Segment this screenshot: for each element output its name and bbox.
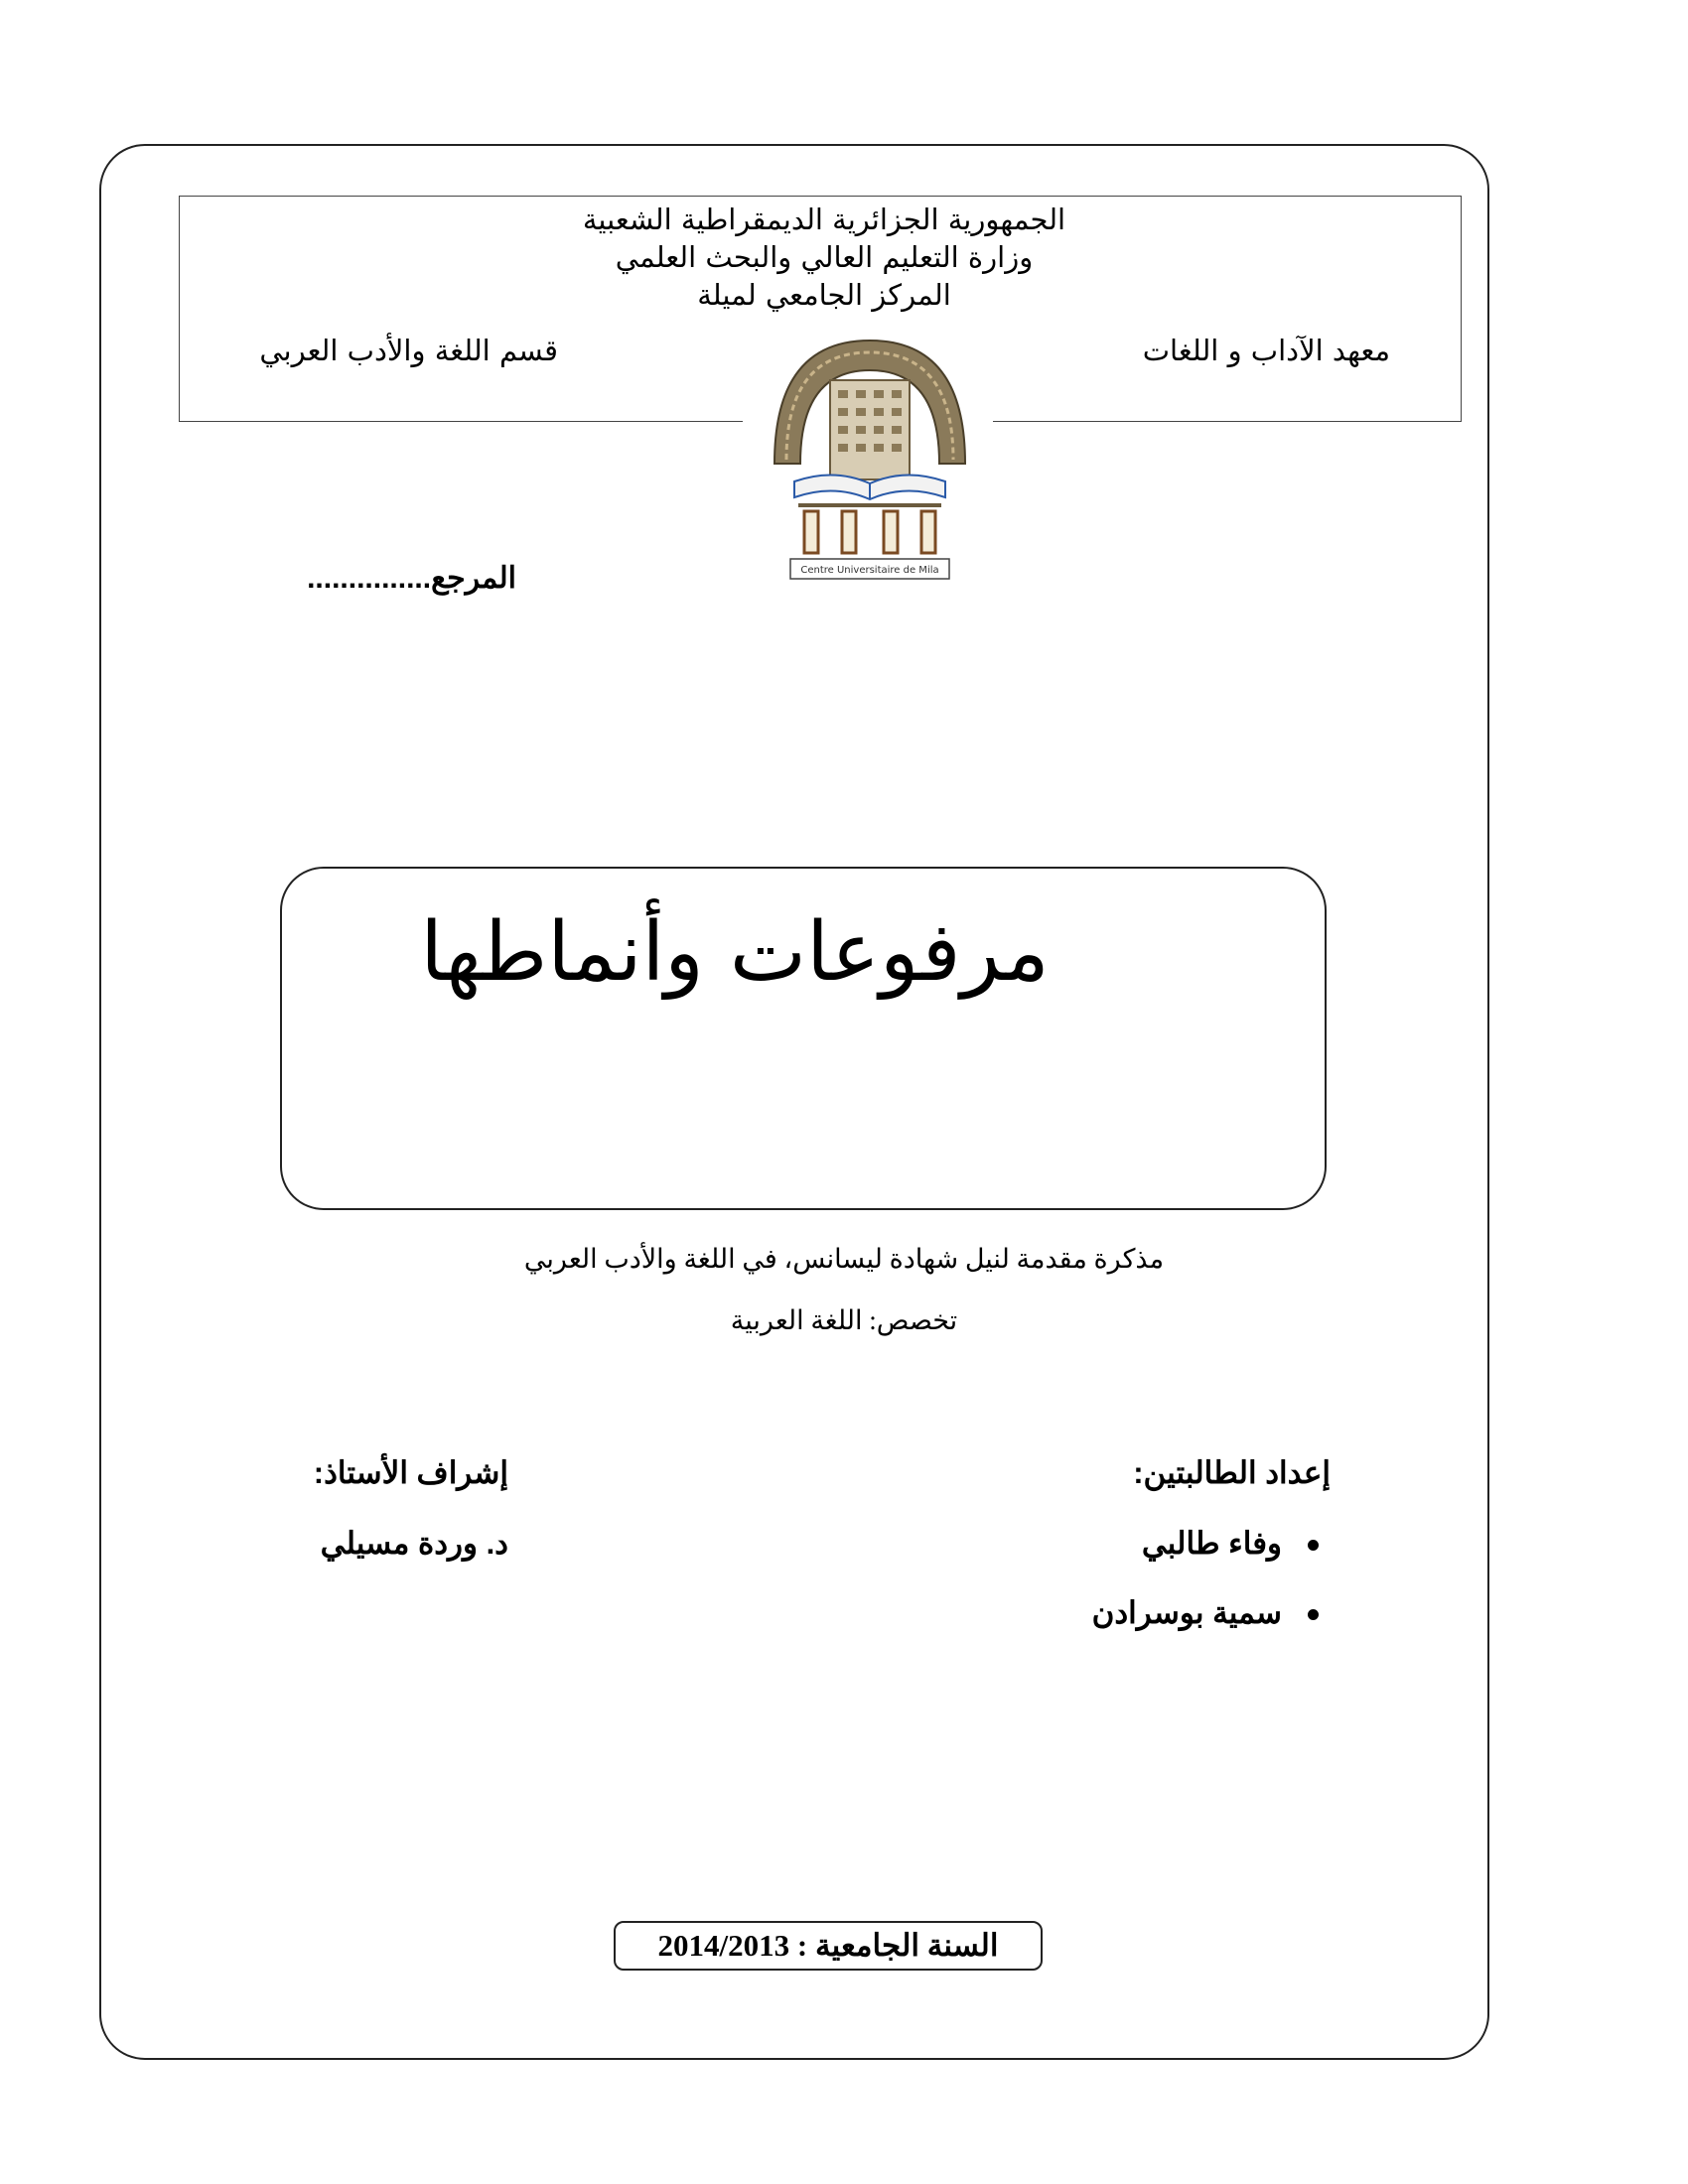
students-label: إعداد الطالبتين: [1133, 1455, 1331, 1490]
academic-year: السنة الجامعية : 2014/2013 [614, 1921, 1043, 1971]
institute-label: معهد الآداب و اللغات [1142, 334, 1390, 367]
supervisor-label: إشراف الأستاذ: [313, 1455, 508, 1490]
reference-field: المرجع............... [307, 562, 516, 595]
student-name-1 [1142, 1526, 1319, 1562]
thesis-description: مذكرة مقدمة لنيل شهادة ليسانس، في اللغة والأدب العربي [523, 1244, 1165, 1274]
department-label: قسم اللغة والأدب العربي [259, 334, 558, 367]
supervisor-name: د. وردة مسيلي [320, 1526, 508, 1561]
bullet-icon [1308, 1540, 1319, 1551]
republic-line: الجمهورية الجزائرية الديمقراطية الشعبية [582, 203, 1066, 236]
student-name-text: سمية بوسرادن [1091, 1595, 1282, 1630]
bullet-icon [1308, 1609, 1319, 1620]
university-logo [765, 333, 975, 581]
student-name-text: وفاء طالبي [1141, 1526, 1282, 1561]
specialty-line: تخصص: اللغة العربية [730, 1305, 958, 1335]
university-center-line: المركز الجامعي لميلة [697, 278, 951, 312]
thesis-title: مرفوعات وأنماطها [420, 905, 1050, 1000]
ministry-line: وزارة التعليم العالي والبحث العلمي [615, 240, 1034, 274]
student-name-2 [1092, 1595, 1319, 1631]
logo-caption: Centre Universitaire de Mila [800, 565, 939, 576]
